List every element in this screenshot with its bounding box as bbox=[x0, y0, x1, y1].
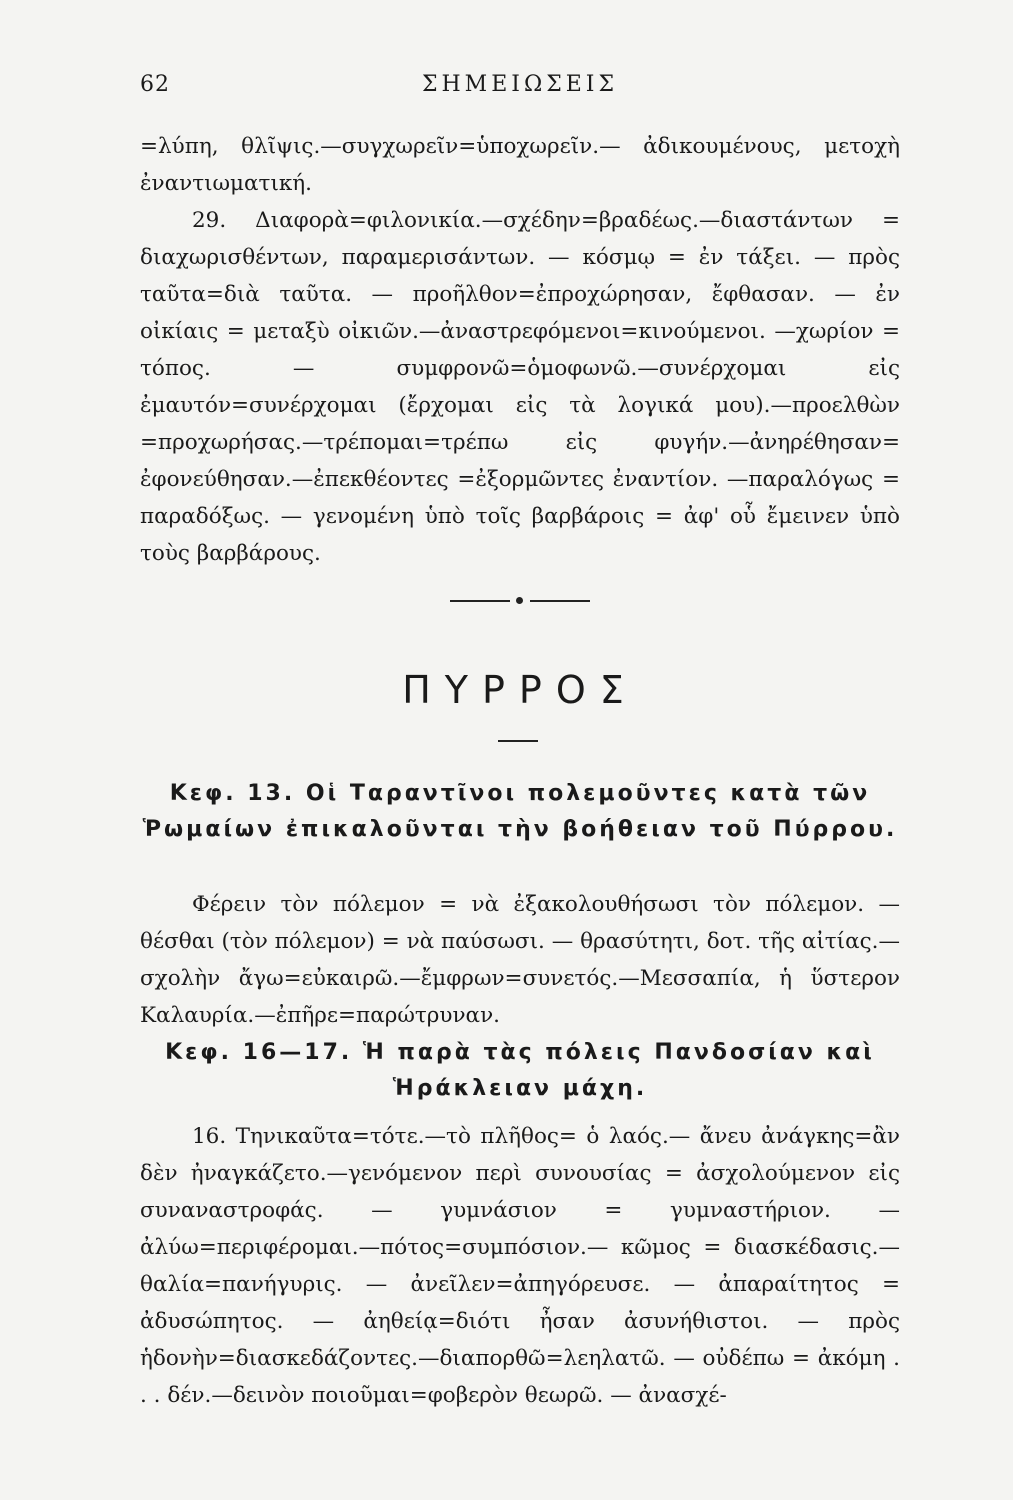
note-paragraph: =λύπη, θλῖψις.—συγχωρεῖν=ὑποχωρεῖν.— ἀδικουμένους, μετοχὴ ἐναντιωματική. bbox=[140, 134, 900, 196]
title-rule bbox=[498, 740, 538, 742]
chapter-16-notes bbox=[140, 1118, 900, 1414]
section-divider-ornament bbox=[450, 595, 590, 607]
chapter-13-notes bbox=[140, 886, 900, 1034]
note-paragraph: 16. Τηνικαῦτα=τότε.—τὸ πλῆθος= ὁ λαός.— ἄνευ ἀνάγκης=ἂν δὲν ἠναγκάζετο.—γενόμενον περὶ συνουσίας = ἀσχολούμενον εἰς συναναστροφάς. — γυμνάσιον = γυμναστήριον. — ἀλύω=περιφέρομαι.—πότος=συμπόσιον.— κῶμος = διασκέδασις.—θαλία=πανήγυρις. — ἀνεῖλεν=ἀπηγόρευσε. — ἀπαραίτητος = ἀδυσώπητος. — ἀηθείᾳ=διότι ἦσαν ἀσυνήθιστοι. — πρὸς ἡδονὴν=διασκεδάζοντες.—διαπορθῶ=λεηλατῶ. — οὐδέπω = ἀκόμη . . . δέν.—δεινὸν ποιοῦμαι=φοβερὸν θεωρῶ. — ἀνασχέ- bbox=[140, 1124, 900, 1408]
chapter-16-17-heading: Κεφ. 16—17. Ἡ παρὰ τὰς πόλεις Πανδοσίαν καὶ Ἡράκλειαν μάχη. bbox=[165, 1040, 875, 1101]
page-header bbox=[140, 72, 900, 112]
running-title: ΣΗΜΕΙΩΣΕΙΣ bbox=[421, 72, 619, 97]
section-title: ΠΥΡΡΟΣ bbox=[402, 668, 638, 712]
notes-continuation bbox=[140, 128, 900, 572]
note-paragraph: Φέρειν τὸν πόλεμον = νὰ ἐξακολουθήσωσι τὸν πόλεμον. — θέσθαι (τὸν πόλεμον) = νὰ παύσωσι. — θρασύτητι, δοτ. τῆς αἰτίας.—σχολὴν ἄγω=εὐκαιρῶ.—ἔμφρων=συνετός.—Μεσσαπία, ἡ ὕστερον Καλαυρία.—ἐπῆρε=παρώτρυναν. bbox=[140, 892, 900, 1028]
page-number: 62 bbox=[140, 72, 170, 97]
note-paragraph: 29. Διαφορὰ=φιλονικία.—σχέδην=βραδέως.—διαστάντων = διαχωρισθέντων, παραμερισάντων. — κόσμῳ = ἐν τάξει. — πρὸς ταῦτα=διὰ ταῦτα. — προῆλθον=ἐπροχώρησαν, ἔφθασαν. — ἐν οἰκίαις = μεταξὺ οἰκιῶν.—ἀναστρεφόμενοι=κινούμενοι. —χωρίον = τόπος. — συμφρονῶ=ὁμοφωνῶ.—συνέρχομαι εἰς ἐμαυτόν=συνέρχομαι (ἔρχομαι εἰς τὰ λογικά μου).—προελθὼν =προχωρήσας.—τρέπομαι=τρέπω εἰς φυγήν.—ἀνηρέθησαν= ἐφονεύθησαν.—ἐπεκθέοντες =ἐξορμῶντες ἐναντίον. —παραλόγως = παραδόξως. — γενομένη ὑπὸ τοῖς βαρβάροις = ἀφ' οὗ ἔμεινεν ὑπὸ τοὺς βαρβάρους. bbox=[140, 208, 900, 566]
chapter-13-heading: Κεφ. 13. Οἱ Ταραντῖνοι πολεμοῦντες κατὰ τῶν Ῥωμαίων ἐπικαλοῦνται τὴν βοήθειαν τοῦ Πύρρου. bbox=[142, 781, 898, 842]
